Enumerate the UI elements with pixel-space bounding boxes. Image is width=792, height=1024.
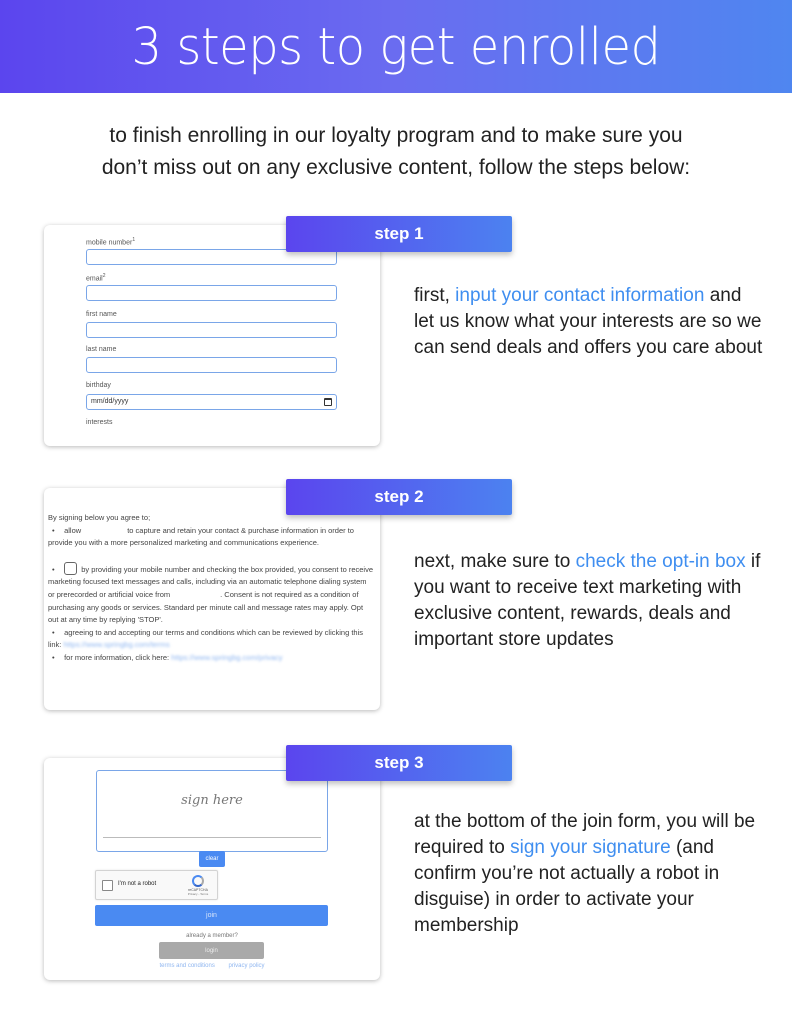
last-name-label: last name — [86, 346, 117, 353]
sign-here-text: sign here — [181, 793, 243, 808]
join-button[interactable]: join — [95, 905, 328, 926]
step2-terms-card — [44, 488, 380, 710]
step3-description: at the bottom of the join form, you will be required to sign your signature (and confirm you’re not actually a robot in disguise) in order to activate your membership — [414, 811, 756, 936]
step1-badge: step 1 — [286, 216, 512, 252]
step3-signup-card — [44, 758, 380, 980]
step1-highlight: input your contact information — [455, 285, 705, 306]
clear-button[interactable]: clear — [199, 851, 225, 867]
interests-label: interests — [86, 419, 113, 426]
step2-badge: step 2 — [286, 479, 512, 515]
recaptcha-checkbox[interactable] — [102, 880, 113, 891]
terms-text — [48, 512, 374, 665]
recaptcha-links[interactable]: Privacy - Terms — [187, 892, 209, 896]
recaptcha-brand: reCAPTCHA — [188, 888, 208, 892]
first-name-label: first name — [86, 311, 117, 318]
first-name-field[interactable] — [86, 322, 337, 338]
login-button[interactable]: login — [159, 942, 264, 959]
last-name-field[interactable] — [86, 357, 337, 373]
step2-highlight: check the opt-in box — [575, 551, 746, 572]
privacy-link[interactable]: https://www.springbg.com/privacy — [171, 652, 283, 662]
terms-link[interactable]: https://www.springbg.com/terms — [63, 640, 170, 650]
intro-line-2: don’t miss out on any exclusive content, follow the steps below: — [101, 156, 691, 179]
signature-line — [103, 837, 321, 838]
intro-text — [40, 120, 752, 184]
email-label: email$^2$ — [86, 273, 106, 283]
intro-line-1: to finish enrolling in our loyalty program and to make sure you — [109, 124, 683, 147]
footer-links — [44, 963, 380, 969]
terms-bullet-3: • agreeing to and accepting our terms and conditions which can be reviewed by clicking this link: https://www.springbg.com/terms — [48, 627, 364, 650]
already-member-text: already a member? — [186, 933, 238, 939]
step1-description: first, input your contact information and let us know what your interests are so we can send deals and offers you care about — [414, 285, 763, 358]
mobile-label: mobile number$^1$ — [86, 237, 136, 247]
terms-bullet-4: • for more information, click here: https://www.springbg.com/privacy — [52, 652, 283, 662]
step3-badge: step 3 — [286, 745, 512, 781]
step2-description: next, make sure to check the opt-in box if you want to receive text marketing with exclusive content, rewards, deals and important store updates — [414, 551, 761, 650]
calendar-icon[interactable] — [324, 398, 332, 406]
step3-highlight: sign your signature — [510, 837, 671, 858]
recaptcha-label: I'm not a robot — [118, 881, 157, 887]
birthday-placeholder: mm/dd/yyyy — [91, 398, 129, 405]
recaptcha-widget — [95, 870, 218, 900]
terms-bullet-2: • by providing your mobile number and checking the box provided, you consent to receive marketing focused text messages and calls, including via an automatic telephone dialing system or prerecorded or artificial voice from . Consent is not required as a condition of purchasing any goods or services. Standard per minute call and message rates may apply. Opt out at any time by replying 'STOP'. — [48, 562, 374, 627]
terms-and-conditions-link[interactable]: terms and conditions — [159, 963, 215, 969]
birthday-label: birthday — [86, 382, 111, 389]
terms-bullet-1: • allow to capture and retain your contact & purchase information in order to provide you with a more personalized marketing and communications experience. — [48, 525, 354, 548]
terms-intro: By signing below you agree to; — [48, 513, 151, 522]
header-banner — [0, 0, 792, 93]
recaptcha-logo — [185, 875, 211, 896]
birthday-date-field[interactable] — [86, 394, 337, 410]
privacy-policy-link[interactable]: privacy policy — [228, 963, 265, 969]
recaptcha-icon — [192, 875, 204, 887]
email-field[interactable] — [86, 285, 337, 301]
signature-pad[interactable] — [96, 770, 328, 852]
opt-in-checkbox[interactable] — [64, 562, 77, 575]
page-title: 3 steps to get enrolled — [131, 17, 661, 76]
step1-form-card — [44, 225, 380, 446]
